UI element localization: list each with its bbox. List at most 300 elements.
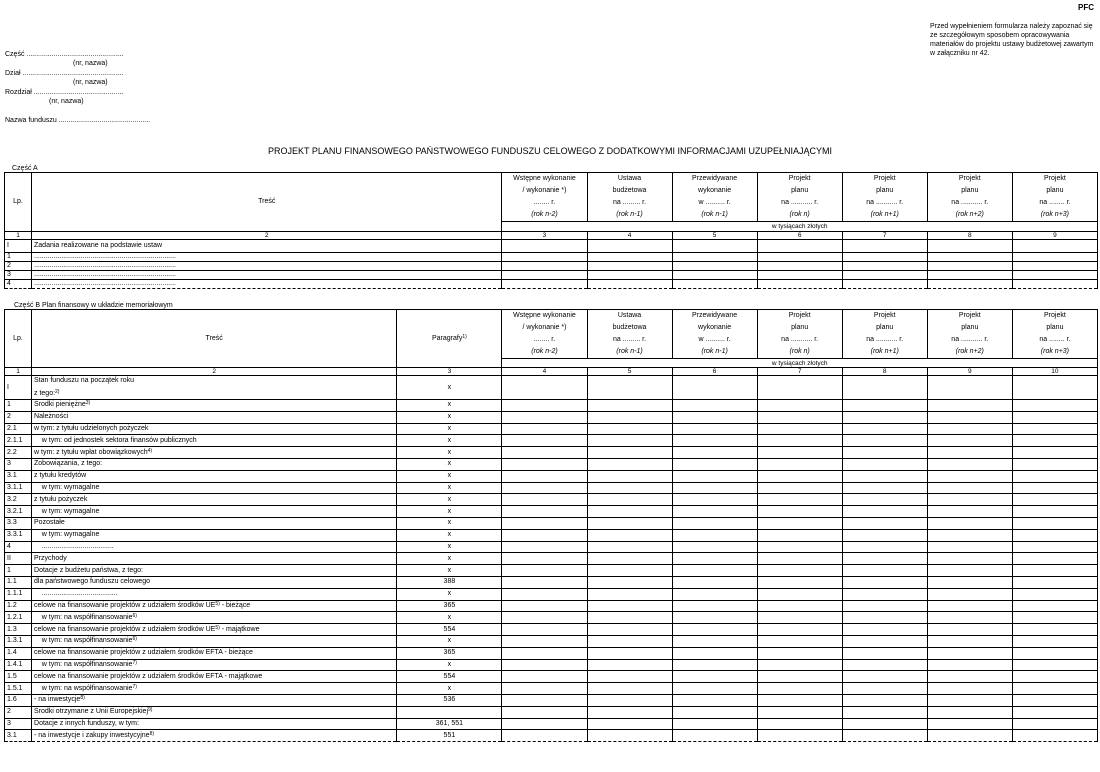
value-cell[interactable] xyxy=(757,730,842,742)
row-text xyxy=(32,565,397,577)
value-cell[interactable] xyxy=(672,588,757,600)
value-cell[interactable] xyxy=(672,240,757,253)
value-cell[interactable] xyxy=(757,529,842,541)
value-cell[interactable] xyxy=(927,576,1012,588)
value-cell[interactable] xyxy=(587,612,672,624)
value-cell[interactable] xyxy=(1012,647,1097,659)
value-cell[interactable] xyxy=(757,647,842,659)
value-cell[interactable] xyxy=(927,683,1012,695)
value-cell[interactable] xyxy=(927,253,1012,262)
value-cell[interactable] xyxy=(757,694,842,706)
value-cell[interactable] xyxy=(587,423,672,435)
value-cell[interactable] xyxy=(1012,683,1097,695)
value-cell[interactable] xyxy=(757,376,842,400)
value-cell[interactable] xyxy=(757,262,842,271)
value-cell[interactable] xyxy=(672,253,757,262)
value-cell[interactable] xyxy=(757,576,842,588)
row-lp: 2.1.1 xyxy=(5,435,32,447)
value-cell[interactable] xyxy=(757,447,842,459)
value-cell[interactable] xyxy=(502,411,587,423)
value-cell[interactable] xyxy=(927,671,1012,683)
value-cell[interactable] xyxy=(757,517,842,529)
value-cell[interactable] xyxy=(842,647,927,659)
value-cell[interactable] xyxy=(1012,529,1097,541)
value-cell[interactable] xyxy=(927,458,1012,470)
value-cell[interactable] xyxy=(927,588,1012,600)
value-cell[interactable] xyxy=(1012,271,1097,280)
value-cell[interactable] xyxy=(927,400,1012,412)
value-cell[interactable] xyxy=(1012,280,1097,289)
value-cell[interactable] xyxy=(502,376,587,400)
footnote-ref: 4) xyxy=(147,447,153,454)
value-cell[interactable] xyxy=(502,565,587,577)
value-cell[interactable] xyxy=(587,647,672,659)
value-cell[interactable] xyxy=(672,435,757,447)
value-cell[interactable] xyxy=(757,458,842,470)
value-cell[interactable] xyxy=(502,400,587,412)
value-cell[interactable] xyxy=(502,730,587,742)
value-cell[interactable] xyxy=(502,280,587,289)
value-cell[interactable] xyxy=(842,565,927,577)
row-text xyxy=(32,517,397,529)
value-cell[interactable] xyxy=(587,683,672,695)
value-cell[interactable] xyxy=(757,635,842,647)
value-cell[interactable] xyxy=(927,482,1012,494)
value-cell[interactable] xyxy=(842,553,927,565)
value-cell[interactable] xyxy=(757,280,842,289)
value-cell[interactable] xyxy=(842,447,927,459)
value-cell[interactable] xyxy=(502,470,587,482)
value-cell[interactable] xyxy=(672,565,757,577)
value-cell[interactable] xyxy=(757,588,842,600)
value-cell[interactable] xyxy=(672,730,757,742)
value-cell[interactable] xyxy=(1012,262,1097,271)
value-cell[interactable] xyxy=(927,553,1012,565)
value-cell[interactable] xyxy=(757,435,842,447)
table-row xyxy=(5,683,1098,695)
value-cell[interactable] xyxy=(757,423,842,435)
value-cell[interactable] xyxy=(1012,612,1097,624)
value-cell[interactable] xyxy=(587,400,672,412)
czesc-field: Część .................................................. xyxy=(5,51,124,58)
value-cell[interactable] xyxy=(842,506,927,518)
value-cell[interactable] xyxy=(1012,565,1097,577)
value-cell[interactable] xyxy=(587,411,672,423)
value-cell[interactable] xyxy=(757,553,842,565)
value-cell[interactable] xyxy=(842,494,927,506)
row-text-sub xyxy=(34,390,394,398)
value-cell[interactable] xyxy=(757,683,842,695)
value-cell[interactable] xyxy=(587,447,672,459)
value-cell[interactable] xyxy=(927,517,1012,529)
tresc-header: Treść xyxy=(32,173,502,232)
value-cell[interactable] xyxy=(587,600,672,612)
value-cell[interactable] xyxy=(587,435,672,447)
part-a-number-row xyxy=(5,232,1098,240)
value-cell[interactable] xyxy=(1012,600,1097,612)
row-lp: I xyxy=(5,376,32,400)
value-cell[interactable] xyxy=(672,517,757,529)
value-cell[interactable] xyxy=(757,624,842,636)
value-cell[interactable] xyxy=(672,529,757,541)
value-cell[interactable] xyxy=(842,240,927,253)
row-text xyxy=(32,423,397,435)
value-cell[interactable] xyxy=(502,517,587,529)
value-cell[interactable] xyxy=(502,506,587,518)
value-cell[interactable] xyxy=(757,271,842,280)
value-cell[interactable] xyxy=(842,576,927,588)
column-header xyxy=(927,173,1012,222)
column-number: 4 xyxy=(587,232,672,240)
table-row xyxy=(5,659,1098,671)
value-cell[interactable] xyxy=(757,482,842,494)
value-cell[interactable] xyxy=(842,624,927,636)
value-cell[interactable] xyxy=(842,612,927,624)
value-cell[interactable] xyxy=(672,262,757,271)
value-cell[interactable] xyxy=(1012,435,1097,447)
value-cell[interactable] xyxy=(1012,694,1097,706)
value-cell[interactable] xyxy=(502,612,587,624)
value-cell[interactable] xyxy=(587,240,672,253)
value-cell[interactable] xyxy=(1012,730,1097,742)
value-cell[interactable] xyxy=(587,494,672,506)
value-cell[interactable] xyxy=(502,253,587,262)
value-cell[interactable] xyxy=(842,600,927,612)
row-lp: 3 xyxy=(5,718,32,730)
value-cell[interactable] xyxy=(587,506,672,518)
value-cell[interactable] xyxy=(757,718,842,730)
value-cell[interactable] xyxy=(927,541,1012,553)
value-cell[interactable] xyxy=(587,458,672,470)
value-cell[interactable] xyxy=(1012,423,1097,435)
value-cell[interactable] xyxy=(757,411,842,423)
value-cell[interactable] xyxy=(757,659,842,671)
value-cell[interactable] xyxy=(927,411,1012,423)
value-cell[interactable] xyxy=(842,280,927,289)
value-cell[interactable] xyxy=(842,423,927,435)
value-cell[interactable] xyxy=(502,435,587,447)
value-cell[interactable] xyxy=(672,470,757,482)
value-cell[interactable] xyxy=(1012,411,1097,423)
value-cell[interactable] xyxy=(757,400,842,412)
row-text xyxy=(32,435,397,447)
value-cell[interactable] xyxy=(842,517,927,529)
value-cell[interactable] xyxy=(672,411,757,423)
value-cell[interactable] xyxy=(757,671,842,683)
value-cell[interactable] xyxy=(927,706,1012,718)
value-cell[interactable] xyxy=(672,671,757,683)
value-cell[interactable] xyxy=(842,659,927,671)
value-cell[interactable] xyxy=(587,624,672,636)
column-header-line: (rok n+3) xyxy=(1040,211,1070,218)
value-cell[interactable] xyxy=(842,376,927,400)
value-cell[interactable] xyxy=(672,553,757,565)
value-cell[interactable] xyxy=(587,565,672,577)
value-cell[interactable] xyxy=(757,494,842,506)
value-cell[interactable] xyxy=(502,271,587,280)
column-header xyxy=(587,173,672,222)
value-cell[interactable] xyxy=(502,694,587,706)
column-header-line: ........ r. xyxy=(533,199,556,206)
value-cell[interactable] xyxy=(927,280,1012,289)
value-cell[interactable] xyxy=(757,612,842,624)
value-cell[interactable] xyxy=(927,647,1012,659)
value-cell[interactable] xyxy=(842,588,927,600)
value-cell[interactable] xyxy=(927,435,1012,447)
value-cell[interactable] xyxy=(502,647,587,659)
value-cell[interactable] xyxy=(757,240,842,253)
column-header-line: na ........... r. xyxy=(866,199,904,206)
column-header-line: planu xyxy=(961,187,979,194)
column-number: 4 xyxy=(502,368,587,376)
value-cell[interactable] xyxy=(587,694,672,706)
column-header-line: (rok n-2) xyxy=(531,211,558,218)
value-cell[interactable] xyxy=(927,423,1012,435)
value-cell[interactable] xyxy=(927,529,1012,541)
value-cell[interactable] xyxy=(502,600,587,612)
value-cell[interactable] xyxy=(757,506,842,518)
value-cell[interactable] xyxy=(1012,517,1097,529)
value-cell[interactable] xyxy=(587,517,672,529)
value-cell[interactable] xyxy=(1012,447,1097,459)
value-cell[interactable] xyxy=(1012,635,1097,647)
value-cell[interactable] xyxy=(927,470,1012,482)
row-text xyxy=(32,411,397,423)
value-cell[interactable] xyxy=(502,482,587,494)
value-cell[interactable] xyxy=(842,262,927,271)
value-cell[interactable] xyxy=(587,280,672,289)
value-cell[interactable] xyxy=(842,482,927,494)
value-cell[interactable] xyxy=(502,718,587,730)
value-cell[interactable] xyxy=(502,423,587,435)
value-cell[interactable] xyxy=(927,240,1012,253)
rozdzial-field: Rozdział .............................................. xyxy=(5,89,124,96)
value-cell[interactable] xyxy=(587,706,672,718)
value-cell[interactable] xyxy=(502,447,587,459)
value-cell[interactable] xyxy=(587,659,672,671)
value-cell[interactable] xyxy=(1012,253,1097,262)
row-text-main: z tytułu kredytów xyxy=(34,472,87,480)
value-cell[interactable] xyxy=(1012,624,1097,636)
row-text xyxy=(32,376,397,400)
value-cell[interactable] xyxy=(842,411,927,423)
value-cell[interactable] xyxy=(587,588,672,600)
value-cell[interactable] xyxy=(927,565,1012,577)
value-cell[interactable] xyxy=(587,482,672,494)
value-cell[interactable] xyxy=(927,447,1012,459)
value-cell[interactable] xyxy=(672,280,757,289)
value-cell[interactable] xyxy=(672,624,757,636)
value-cell[interactable] xyxy=(672,647,757,659)
value-cell[interactable] xyxy=(1012,553,1097,565)
column-header-line: Ustawa xyxy=(617,312,642,319)
value-cell[interactable] xyxy=(587,262,672,271)
dzial-sub: (nr, nazwa) xyxy=(73,79,108,86)
value-cell[interactable] xyxy=(502,659,587,671)
value-cell[interactable] xyxy=(672,659,757,671)
value-cell[interactable] xyxy=(672,447,757,459)
column-number: 7 xyxy=(842,232,927,240)
value-cell[interactable] xyxy=(672,683,757,695)
value-cell[interactable] xyxy=(1012,671,1097,683)
value-cell[interactable] xyxy=(842,400,927,412)
value-cell[interactable] xyxy=(842,694,927,706)
value-cell[interactable] xyxy=(757,706,842,718)
value-cell[interactable] xyxy=(757,470,842,482)
row-text-main: celowe na finansowanie projektów z udziałem środków EFTA - bieżące xyxy=(34,649,253,657)
row-lp: 3.1 xyxy=(5,470,32,482)
value-cell[interactable] xyxy=(587,470,672,482)
value-cell[interactable] xyxy=(1012,470,1097,482)
row-lp: 2 xyxy=(5,411,32,423)
value-cell[interactable] xyxy=(927,494,1012,506)
value-cell[interactable] xyxy=(672,423,757,435)
value-cell[interactable] xyxy=(587,718,672,730)
value-cell[interactable] xyxy=(842,706,927,718)
value-cell[interactable] xyxy=(927,718,1012,730)
value-cell[interactable] xyxy=(757,541,842,553)
value-cell[interactable] xyxy=(672,576,757,588)
value-cell[interactable] xyxy=(842,470,927,482)
value-cell[interactable] xyxy=(1012,576,1097,588)
table-row xyxy=(5,262,1098,271)
footnote-ref: 6) xyxy=(132,636,137,643)
row-lp: 1 xyxy=(5,565,32,577)
value-cell[interactable] xyxy=(502,683,587,695)
value-cell[interactable] xyxy=(502,458,587,470)
value-cell[interactable] xyxy=(587,671,672,683)
value-cell[interactable] xyxy=(502,671,587,683)
value-cell[interactable] xyxy=(502,553,587,565)
value-cell[interactable] xyxy=(927,376,1012,400)
value-cell[interactable] xyxy=(672,494,757,506)
value-cell[interactable] xyxy=(927,600,1012,612)
value-cell[interactable] xyxy=(842,541,927,553)
value-cell[interactable] xyxy=(502,706,587,718)
value-cell[interactable] xyxy=(927,694,1012,706)
table-row xyxy=(5,694,1098,706)
row-text xyxy=(32,529,397,541)
paragraf-cell: x xyxy=(397,683,502,695)
value-cell[interactable] xyxy=(842,671,927,683)
value-cell[interactable] xyxy=(927,271,1012,280)
value-cell[interactable] xyxy=(1012,506,1097,518)
value-cell[interactable] xyxy=(672,271,757,280)
value-cell[interactable] xyxy=(672,506,757,518)
value-cell[interactable] xyxy=(587,541,672,553)
value-cell[interactable] xyxy=(1012,541,1097,553)
value-cell[interactable] xyxy=(672,635,757,647)
value-cell[interactable] xyxy=(587,253,672,262)
value-cell[interactable] xyxy=(1012,718,1097,730)
value-cell[interactable] xyxy=(927,624,1012,636)
value-cell[interactable] xyxy=(672,482,757,494)
value-cell[interactable] xyxy=(587,271,672,280)
value-cell[interactable] xyxy=(1012,482,1097,494)
value-cell[interactable] xyxy=(1012,400,1097,412)
value-cell[interactable] xyxy=(842,529,927,541)
value-cell[interactable] xyxy=(927,262,1012,271)
row-text-main: celowe na finansowanie projektów z udziałem środków UE xyxy=(34,601,216,609)
paragraf-cell: x xyxy=(397,612,502,624)
value-cell[interactable] xyxy=(1012,706,1097,718)
value-cell[interactable] xyxy=(587,635,672,647)
value-cell[interactable] xyxy=(757,565,842,577)
value-cell[interactable] xyxy=(672,706,757,718)
value-cell[interactable] xyxy=(927,659,1012,671)
value-cell[interactable] xyxy=(587,553,672,565)
value-cell[interactable] xyxy=(1012,458,1097,470)
row-text-main: - na inwestycje i zakupy inwestycyjne xyxy=(34,731,150,739)
value-cell[interactable] xyxy=(502,494,587,506)
value-cell[interactable] xyxy=(757,600,842,612)
value-cell[interactable] xyxy=(927,635,1012,647)
value-cell[interactable] xyxy=(842,635,927,647)
value-cell[interactable] xyxy=(502,529,587,541)
row-text-main: Stan funduszu na początek roku xyxy=(34,377,135,384)
value-cell[interactable] xyxy=(672,400,757,412)
value-cell[interactable] xyxy=(927,612,1012,624)
value-cell[interactable] xyxy=(502,624,587,636)
row-text xyxy=(32,506,397,518)
column-header-line: na ........ r. xyxy=(1039,336,1071,343)
value-cell[interactable] xyxy=(672,612,757,624)
value-cell[interactable] xyxy=(587,529,672,541)
value-cell[interactable] xyxy=(502,588,587,600)
paragraf-cell: 554 xyxy=(397,671,502,683)
value-cell[interactable] xyxy=(842,683,927,695)
value-cell[interactable] xyxy=(842,458,927,470)
row-text-main: celowe na finansowanie projektów z udziałem środków UE xyxy=(34,625,216,633)
value-cell[interactable] xyxy=(587,376,672,400)
value-cell[interactable] xyxy=(502,262,587,271)
value-cell[interactable] xyxy=(842,435,927,447)
value-cell[interactable] xyxy=(757,253,842,262)
value-cell[interactable] xyxy=(842,271,927,280)
value-cell[interactable] xyxy=(927,730,1012,742)
value-cell[interactable] xyxy=(1012,240,1097,253)
value-cell[interactable] xyxy=(1012,588,1097,600)
value-cell[interactable] xyxy=(502,576,587,588)
value-cell[interactable] xyxy=(842,253,927,262)
value-cell[interactable] xyxy=(672,694,757,706)
column-header xyxy=(502,310,587,359)
value-cell[interactable] xyxy=(1012,494,1097,506)
value-cell[interactable] xyxy=(842,718,927,730)
value-cell[interactable] xyxy=(672,376,757,400)
value-cell[interactable] xyxy=(587,730,672,742)
column-header-line: budżetowa xyxy=(612,324,647,331)
value-cell[interactable] xyxy=(1012,376,1097,400)
value-cell[interactable] xyxy=(502,240,587,253)
value-cell[interactable] xyxy=(587,576,672,588)
column-header-line: na ........... r. xyxy=(781,199,819,206)
value-cell[interactable] xyxy=(1012,659,1097,671)
row-lp: 1.1.1 xyxy=(5,588,32,600)
value-cell[interactable] xyxy=(927,506,1012,518)
value-cell[interactable] xyxy=(672,541,757,553)
row-lp: 3 xyxy=(5,271,32,280)
row-text xyxy=(32,470,397,482)
column-header-line: planu xyxy=(1046,324,1064,331)
value-cell[interactable] xyxy=(672,718,757,730)
value-cell[interactable] xyxy=(502,541,587,553)
value-cell[interactable] xyxy=(672,458,757,470)
value-cell[interactable] xyxy=(842,730,927,742)
value-cell[interactable] xyxy=(672,600,757,612)
table-row xyxy=(5,612,1098,624)
value-cell[interactable] xyxy=(502,635,587,647)
